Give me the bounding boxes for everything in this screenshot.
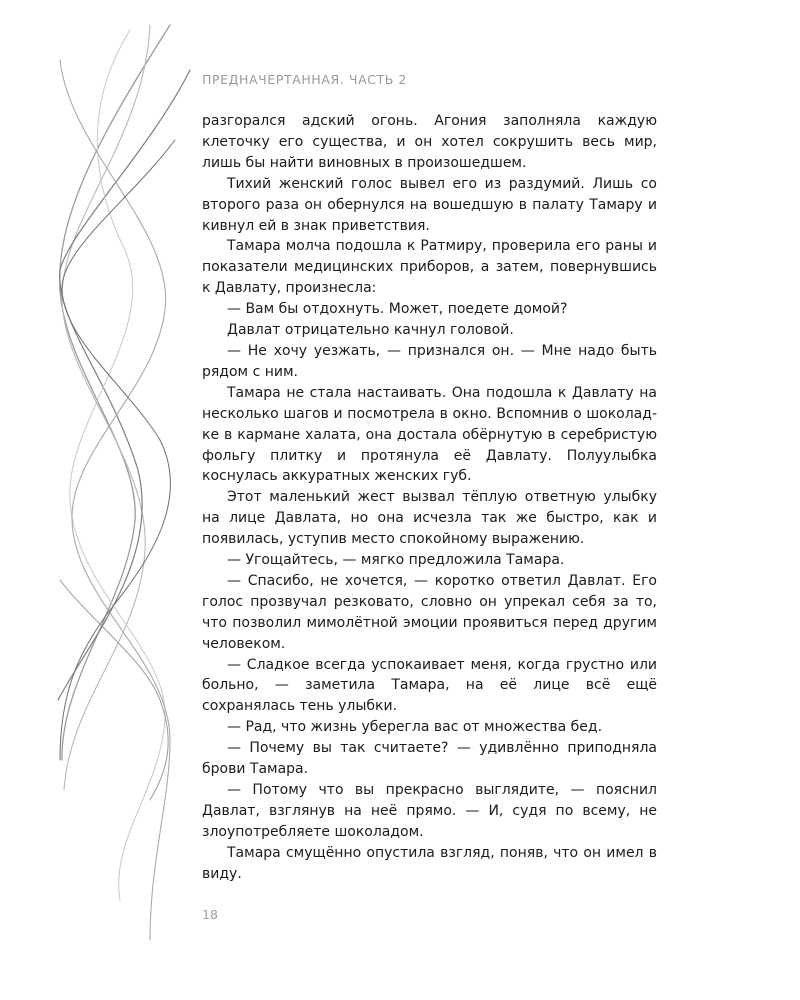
running-title: ПРЕДНАЧЕРТАННАЯ. ЧАСТЬ 2 xyxy=(202,72,408,87)
dialogue-line: — Не хочу уезжать, — признался он. — Мне надо быть рядом с ним. xyxy=(202,342,657,380)
dialogue-line: — Спасибо, не хочется, — коротко ответил Давлат. Его голос прозвучал резковато, словно он упрекал себя за то, что позволил мимолётной эмоции проявиться перед другим человеком. xyxy=(202,572,657,652)
paragraph: Тамара смущённо опустила взгляд, поняв, что он имел в виду. xyxy=(202,844,657,882)
paragraph: Тамара не стала настаивать. Она подошла к Давлату на несколько шагов и посмотрела в окно. Вспомнив о шоколадке в кармане халата, она достала обёрнутую в серебристую фольгу плитку и протянула её Давлату. Полуулыбка коснулась аккуратных женских губ. xyxy=(202,384,657,485)
dialogue-line: — Вам бы отдохнуть. Может, поедете домой? xyxy=(227,301,568,318)
dialogue-line: — Рад, что жизнь уберегла вас от множества бед. xyxy=(227,719,603,736)
paragraph: разгорался адский огонь. Агония заполняла каждую клеточку его существа, и он хотел сокрушить весь мир, лишь бы найти виновных в произошедшем. xyxy=(202,113,657,171)
paragraph: Тихий женский голос вывел его из раздумий. Лишь со второго раза он обернулся на вошедшую в палату Тамару и кивнул ей в знак приветствия. xyxy=(202,175,657,234)
paragraph: Этот маленький жест вызвал тёплую ответную улыбку на лице Давлата, но она исчезла так же быстро, как и появилась, уступив место спокойному выражению. xyxy=(202,489,657,548)
dialogue-line: — Потому что вы прекрасно выглядите, — пояснил Давлат, взглянув на неё прямо. — И, судя по всему, не злоупотребляете шоколадом. xyxy=(202,782,657,840)
paragraph: Тамара молча подошла к Ратмиру, проверила его раны и показатели медицинских приборов, а затем, повернувшись к Давлату, произнесла: xyxy=(202,238,657,297)
page-number: 18 xyxy=(202,907,218,922)
wave-line-5 xyxy=(60,60,170,940)
dialogue-line: — Угощайтесь, — мягко предложила Тамара. xyxy=(227,552,565,569)
wave-line-7 xyxy=(60,580,168,800)
paragraph: Давлат отрицательно качнул головой. xyxy=(227,322,514,339)
body-text xyxy=(202,111,657,885)
wave-line-4 xyxy=(70,30,165,900)
wave-line-3 xyxy=(58,70,190,700)
dialogue-line: — Почему вы так считаете? — удивлённо приподняла брови Тамара. xyxy=(202,740,657,778)
dialogue-line: — Сладкое всегда успокаивает меня, когда грустно или больно, — заметила Тамара, на её лице всё ещё сохранялась тень улыбки. xyxy=(202,656,657,715)
